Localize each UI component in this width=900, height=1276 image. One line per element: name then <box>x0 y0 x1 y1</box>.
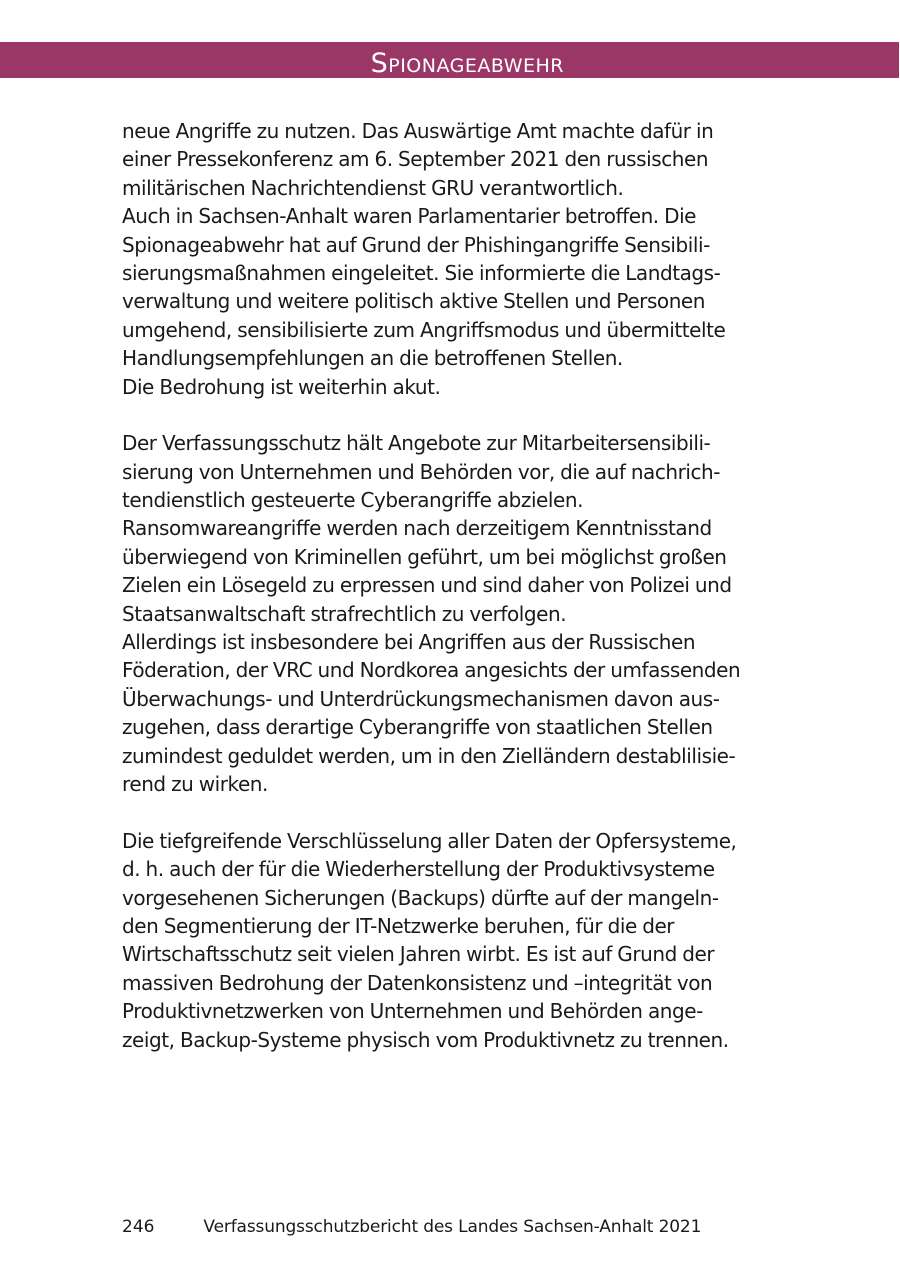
text-line: zeigt, Backup-Systeme physisch vom Produktivnetz zu trennen. <box>122 1027 729 1052</box>
text-line: Zielen ein Lösegeld zu erpressen und sind daher von Polizei und <box>122 573 732 598</box>
paragraph-gap <box>122 401 782 429</box>
text-line: Wirtschaftsschutz seit vielen Jahren wirbt. Es ist auf Grund der <box>122 942 715 967</box>
text-line: vorgesehenen Sicherungen (Backups) dürfte auf der mangeln- <box>122 885 719 910</box>
text-line: den Segmentierung der IT-Netzwerke beruhen, für die der <box>122 913 675 938</box>
text-line: Die tiefgreifende Verschlüsselung aller Daten der Opfersysteme, <box>122 828 737 853</box>
text-line: militärischen Nachrichtendienst GRU verantwortlich. <box>122 175 624 200</box>
text-line: zumindest geduldet werden, um in den Zielländern destablilisie- <box>122 743 736 768</box>
section-title: Spionageabwehr <box>370 48 564 79</box>
text-line: Handlungsempfehlungen an die betroffenen Stellen. <box>122 346 623 371</box>
text-line: Spionageabwehr hat auf Grund der Phishingangriffe Sensibili- <box>122 232 710 257</box>
text-line: Die Bedrohung ist weiterhin akut. <box>122 374 441 399</box>
text-line: umgehend, sensibilisierte zum Angriffsmodus und übermittelte <box>122 317 726 342</box>
text-line: tendienstlich gesteuerte Cyberangriffe abzielen. <box>122 488 584 513</box>
page-number: 246 <box>122 1217 155 1237</box>
publication-title: Verfassungsschutzbericht des Landes Sachsen-Anhalt 2021 <box>203 1217 702 1237</box>
text-line: Der Verfassungsschutz hält Angebote zur Mitarbeitersensibili- <box>122 431 711 456</box>
text-line: Produktivnetzwerken von Unternehmen und Behörden ange- <box>122 999 703 1024</box>
text-line: sierung von Unternehmen und Behörden vor, die auf nachrich- <box>122 459 721 484</box>
paragraph-gap <box>122 798 782 826</box>
text-line: rend zu wirken. <box>122 771 268 796</box>
text-line: neue Angriffe zu nutzen. Das Auswärtige Amt machte dafür in <box>122 119 714 143</box>
text-line: Auch in Sachsen-Anhalt waren Parlamentarier betroffen. Die <box>122 204 697 229</box>
paragraph <box>122 429 782 798</box>
body-text <box>122 117 782 1054</box>
text-line: Staatsanwaltschaft strafrechtlich zu verfolgen. <box>122 601 567 626</box>
text-line: sierungsmaßnahmen eingeleitet. Sie informierte die Landtags- <box>122 260 721 285</box>
paragraph <box>122 827 782 1054</box>
text-line: massiven Bedrohung der Datenkonsistenz und –integrität von <box>122 970 713 995</box>
paragraph <box>122 117 782 401</box>
text-line: einer Pressekonferenz am 6. September 2021 den russischen <box>122 147 709 172</box>
text-line: überwiegend von Kriminellen geführt, um bei möglichst großen <box>122 544 727 569</box>
text-line: Ransomwareangriffe werden nach derzeitigem Kenntnisstand <box>122 516 712 541</box>
text-line: Überwachungs- und Unterdrückungsmechanismen davon aus- <box>122 686 720 711</box>
text-line: Allerdings ist insbesondere bei Angriffen aus der Russischen <box>122 630 696 655</box>
text-line: d. h. auch der für die Wiederherstellung der Produktivsysteme <box>122 857 715 882</box>
text-line: verwaltung und weitere politisch aktive Stellen und Personen <box>122 289 706 314</box>
text-line: zugehen, dass derartige Cyberangriffe von staatlichen Stellen <box>122 715 713 740</box>
page-footer <box>122 1215 701 1239</box>
section-header-band <box>0 42 899 78</box>
text-line: Föderation, der VRC und Nordkorea angesichts der umfassenden <box>122 658 741 683</box>
